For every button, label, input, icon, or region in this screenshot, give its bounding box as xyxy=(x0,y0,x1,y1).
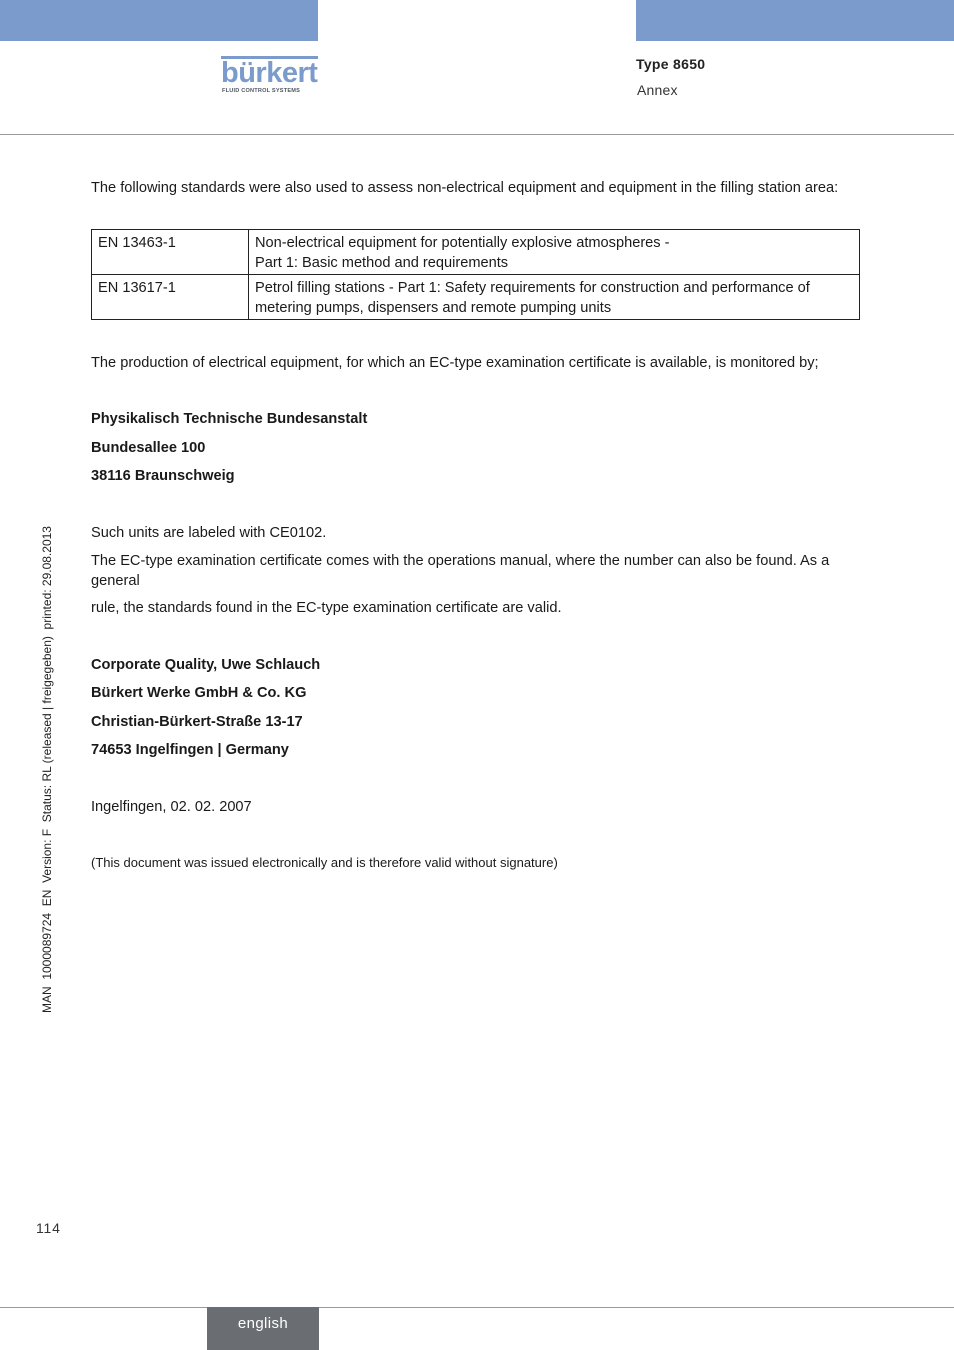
table-row xyxy=(92,230,860,275)
standards-table xyxy=(91,229,860,320)
authority-name: Physikalisch Technische Bundesanstalt xyxy=(91,411,368,427)
authority-city: 38116 Braunschweig xyxy=(91,468,235,484)
rule-paragraph: rule, the standards found in the EC-type examination certificate are valid. xyxy=(91,600,562,616)
footer-divider xyxy=(0,1307,954,1308)
section-title: Annex xyxy=(637,82,678,98)
burkert-logo xyxy=(221,56,319,96)
header-bar-left xyxy=(0,0,318,41)
table-row xyxy=(92,275,860,320)
signature-note: (This document was issued electronically and is therefore valid without signature) xyxy=(91,855,558,870)
page-number: 114 xyxy=(36,1220,61,1236)
header-bar-right xyxy=(636,0,954,41)
company-city: 74653 Ingelfingen | Germany xyxy=(91,742,289,758)
description-line: Part 1: Basic method and requirements xyxy=(255,254,509,271)
company-street: Christian-Bürkert-Straße 13-17 xyxy=(91,714,303,730)
document-type: Type 8650 xyxy=(636,56,706,72)
document-meta-vertical: MAN 1000089724 EN Version: F Status: RL (released | freigegeben) printed: 29.08.2013 xyxy=(40,526,54,1013)
production-paragraph: The production of electrical equipment, for which an EC-type examination certificate is available, is monitored by; xyxy=(91,355,819,371)
certificate-paragraph: The EC-type examination certificate comes with the operations manual, where the number can also be found. As a general xyxy=(91,553,830,589)
logo-subtitle: FLUID CONTROL SYSTEMS xyxy=(222,88,301,94)
company-name: Bürkert Werke GmbH & Co. KG xyxy=(91,685,307,701)
language-tab xyxy=(207,1307,319,1350)
place-date: Ingelfingen, 02. 02. 2007 xyxy=(91,799,252,815)
authority-street: Bundesallee 100 xyxy=(91,440,206,456)
standard-description xyxy=(249,230,860,275)
standard-code: EN 13617-1 xyxy=(92,275,249,320)
company-contact: Corporate Quality, Uwe Schlauch xyxy=(91,657,321,673)
description-line: Non-electrical equipment for potentially explosive atmospheres - xyxy=(255,235,670,251)
labeled-paragraph: Such units are labeled with CE0102. xyxy=(91,525,327,541)
logo-wordmark: bürkert xyxy=(221,57,318,89)
description-line: Petrol filling stations - Part 1: Safety requirements for construction and performance of metering pumps, dispensers and remote pumping units xyxy=(255,280,810,316)
language-label: english xyxy=(237,1315,289,1332)
standard-description xyxy=(249,275,860,320)
intro-paragraph: The following standards were also used to assess non-electrical equipment and equipment in the filling station area: xyxy=(91,180,839,196)
header-divider xyxy=(0,134,954,135)
standard-code: EN 13463-1 xyxy=(92,230,249,275)
